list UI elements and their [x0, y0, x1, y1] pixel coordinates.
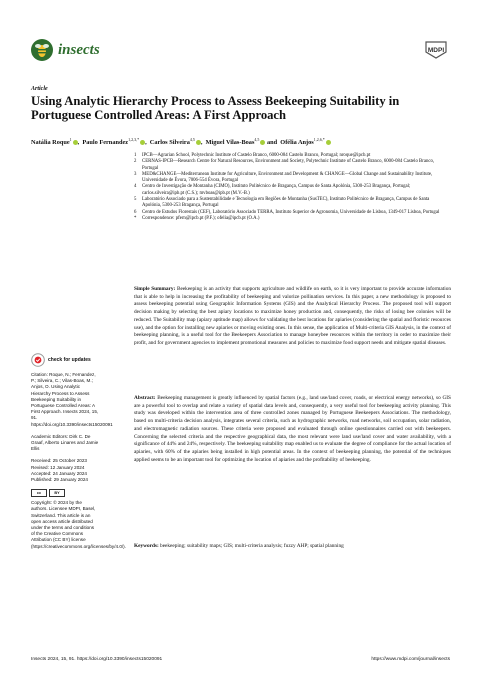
by-icon: BY: [49, 489, 65, 497]
cc-icon: cc: [31, 489, 47, 497]
check-for-updates-button[interactable]: [31, 353, 99, 367]
orcid-icon[interactable]: [260, 140, 265, 145]
affiliations: [134, 153, 449, 222]
date-accepted: Accepted: 24 January 2024: [31, 470, 87, 476]
orcid-icon[interactable]: [326, 140, 331, 145]
orcid-icon[interactable]: [140, 140, 145, 145]
check-updates-icon: [31, 353, 45, 367]
date-received: Received: 25 October 2023: [31, 458, 87, 464]
footer-journal-link[interactable]: https://www.mdpi.com/journal/insects: [371, 657, 450, 662]
author[interactable]: Carlos Silveira$^{4,5}$: [150, 139, 201, 146]
author[interactable]: Natália Roque$^1$: [31, 139, 78, 146]
simple-summary: [134, 286, 451, 348]
dates: [31, 458, 99, 483]
journal-logo[interactable]: [30, 38, 100, 62]
simple-summary-label: Simple Summary:: [134, 286, 176, 292]
keywords-text: beekeeping; suitability maps; GIS; multi-criteria analysis; fuzzy AHP; spatial planning: [160, 543, 344, 549]
bee-logo-icon: [30, 38, 54, 62]
citation: Citation: Roque, N.; Fernandez, P.; Silveira, C.; Vilas-Boas, M.; Anjos, O. Using Analytic Hierarchy Process to Assess Beekeeping Suitability in Portuguese Controlled Areas: A First Approach. Insects 2024, 15, 91. https://doi.org/10.3390/insects15020091: [31, 372, 113, 427]
affiliation-item: 3 MED&CHANGE—Mediterranean Institute for Agriculture, Environment and Development & CHANGE—Global Change and Sustainability Institute, Universidade de Évora, 7006-554 Évora, Portugal: [134, 171, 433, 184]
cc-license-badge[interactable]: [31, 489, 99, 497]
academic-editors: Academic Editors: Dirk C. De Graaf, Alberto Linares and Jamie Ellis: [31, 433, 99, 452]
affiliation-item: 2 CERNAS-IPCB—Research Centre for Natural Resources, Environment and Society, Polytechnic Institute of Castelo Branco, 6000-084 Castelo Branco, Portugal: [134, 159, 435, 171]
author[interactable]: Paulo Fernandez$^{1,2,3,*}$: [82, 139, 145, 146]
simple-summary-text: Beekeeping is an activity that supports agriculture and wildlife on earth, so it is very important to provide accurate information that is able to help in increasing the profitability of beekeeping and valorize pollination services. In this paper, a new methodology is proposed to assess beekeeping potential using Geographic Information Systems (GIS) and the Analytical Hierarchy Process. The proposed tool will support decision making by selecting the best apiary locations to maximize honey production and, consequently, the risks of losing bee colonies will be reduced. The Suitability map (apiary aptitude map) allows for validating the best locations for apiaries (considering the spatial and floristic resources use), and the option for installing new apiaries or moving existing ones. In this sense, the application of Multi-criteria GIS Analysis, in the context of beekeeping planning, is a useful tool for the Beekeepers Association to manage honeybee resources within the territory in order to maximize their profit, and for government agencies to implement promotional measures and policies to maximize food support needs and mitigate spatial diseases.: [134, 286, 451, 346]
publisher-name: MDPI: [427, 47, 445, 54]
copyright: Copyright: © 2024 by the authors. Licensee MDPI, Basel, Switzerland. This article is an open access article distributed under the terms and conditions of the Creative Commons Attribution (CC BY) license (https://creativecommons.org/licenses/by/4.0/).: [31, 500, 126, 549]
article-type: Article: [31, 86, 48, 92]
article-sidebar: [31, 353, 126, 556]
keywords-label: Keywords:: [134, 543, 159, 549]
affiliation-item: 1 IPCB—Agrarian School, Polytechnic Institute of Castelo Branco, 6000-084 Castelo Branco, Portugal; nroque@ipcb.pt: [134, 153, 371, 158]
affiliation-item: 6 Centro de Estudos Florestais (CEF), Laboratório Associado TERRA, Instituto Superior de Agronomia, Universidade de Lisboa, 1349-017 Lisboa, Portugal: [134, 209, 440, 215]
page-footer: [31, 657, 450, 662]
keywords: [134, 543, 451, 551]
abstract-label: Abstract:: [134, 395, 156, 401]
date-revised: Revised: 12 January 2024: [31, 464, 85, 470]
orcid-icon[interactable]: [196, 140, 201, 145]
author[interactable]: Miguel Vilas-Boas$^{4,5}$: [206, 139, 266, 146]
author-list: Natália Roque$^1$ , Paulo Fernandez$^{1,2,3,*}$ , Carlos Silveira$^{4,5}$ , Miguel Vilas-Boas$^{4,5}$ and Ofélia Anjos$^{1,2,6,*}$: [31, 137, 471, 146]
correspondence: * Correspondence: pfern@ipcb.pt (P.F.); ofelia@ipcb.pt (O.A.): [134, 215, 260, 221]
check-updates-label: check for updates: [48, 357, 91, 363]
footer-citation[interactable]: Insects 2024, 15, 91. https://doi.org/10.3390/insects15020091: [31, 657, 163, 662]
mdpi-logo-icon[interactable]: [422, 40, 450, 60]
affiliation-item: 5 Laboratório Associado para a Sustentabilidade e Tecnologia em Regiões de Montanha (SusTEC), Instituto Politécnico de Bragança, Campus de Santa Apolónia, 5300-253 Bragança, Portugal: [134, 197, 430, 209]
orcid-icon[interactable]: [73, 140, 78, 145]
article-title: Using Analytic Hierarchy Process to Assess Beekeeping Suitability in Portuguese Controlled Areas: A First Approach: [31, 94, 400, 122]
journal-name: insects: [58, 41, 100, 58]
affiliation-item: 4 Centro de Investigação de Montanha (CIMO), Instituto Politécnico de Bragança, Campus de Santa Apolónia, 5300-253 Bragança, Portugal; carlos.silveira@ipb.pt (C.S.); mvboas@ipb.pt (M.V.-B.): [134, 184, 411, 196]
abstract-text: Beekeeping management is greatly influenced by spatial factors (e.g., land use/land cover, roads, or electrical energy networks), so GIS are a powerful tool to overlap and relate a variety of spatial data levels and, consequently, a very useful tool for beekeeping activity planning. This study was developed within the intervention area of three controlled zones managed by Portuguese Beekeepers Associations. The methodology, based on multi-criteria decision analysis, integrates several criteria, such as hydrographic networks, road networks, soil occupation, solar radiation, and electromagnetic radiation sources. These criteria were proposed and evaluated through online questionnaires carried out with beekeepers. Concerning the selected criteria and the respective geographical data, the most relevant were land use/land cover and water availability, with a significance of 44% and 24%, respectively. The beekeeping suitability map enabled us to evaluate the degree of compliance for the actual location of apiaries, with 60% of the apiaries being installed in high potential areas. In the context of beekeeping planning, the potential of the techniques applied seems to be an important tool for optimizing the location of apiaries and the profitability of beekeeping.: [134, 395, 451, 463]
date-published: Published: 29 January 2024: [31, 477, 88, 483]
author[interactable]: Ofélia Anjos$^{1,2,6,*}$: [280, 139, 330, 146]
abstract: [134, 395, 451, 464]
